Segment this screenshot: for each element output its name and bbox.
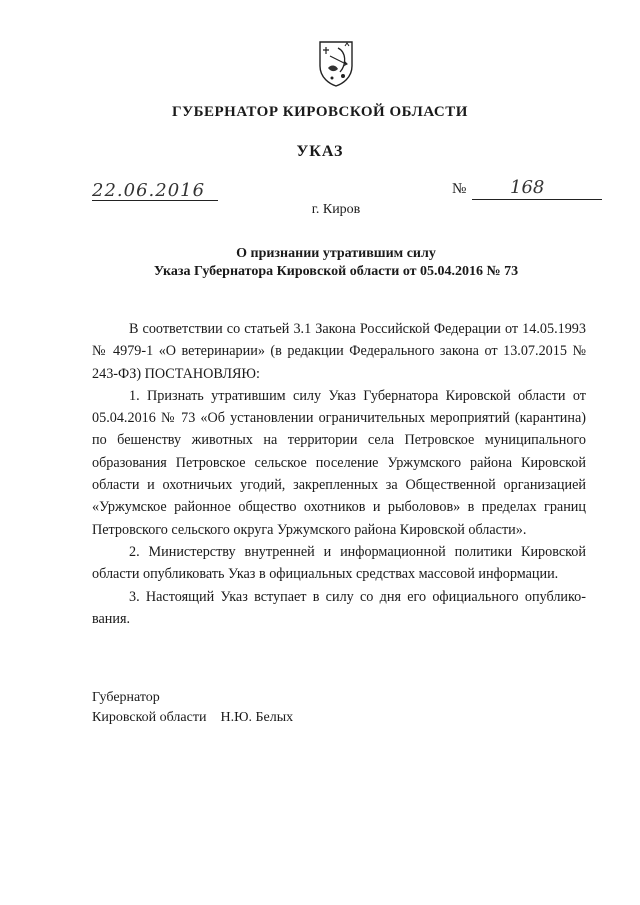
item-1-paragraph: 1. Признать утратившим силу Указ Губернатора Кировской области от 05.04.2016 № 73 «Об установлении ограничительных мероприятий (карантина) по бешенству животных на территории села Петровское муниципального образования Петровское сельское поселение Уржумского района Кировской области и охотничьих угодий, закрепленных за Общественной организацией «Уржумское районное общество охотников и рыболовов» в пределах границ Петровского сельского округа Уржумского района Кировской области». (92, 387, 586, 538)
signer-region: Кировской области (92, 710, 207, 725)
number-underline (472, 199, 602, 200)
signer-position-line-2 (92, 708, 293, 728)
document-subject (0, 245, 640, 281)
document-number (472, 177, 602, 203)
city-label: г. Киров (311, 202, 361, 217)
subject-line-2: Указа Губернатора Кировской области от 05.04.2016 № 73 (153, 264, 519, 279)
subject-line-1: О признании утратившим силу (236, 246, 436, 261)
item-3-paragraph: 3. Настоящий Указ вступает в силу со дня его официального опубликования. (92, 588, 586, 627)
signer-position-line-1: Губернатор (92, 690, 160, 705)
coat-of-arms-icon (316, 38, 356, 88)
item-2-paragraph: 2. Министерству внутренней и информационной политики Кировской области опубликовать Указ в официальных средствах массовой информации. (92, 543, 586, 583)
number-sign: № (452, 181, 467, 197)
signature-block (92, 688, 293, 728)
preamble-paragraph: В соответствии со статьей 3.1 Закона Российской Федерации от 14.05.1993 № 4979-1 «О ветеринарии» (в редакции Федерального закона от 13.07.2015 № 243-ФЗ) ПОСТАНОВЛЯЮ: (92, 321, 586, 382)
date-underline (92, 200, 218, 201)
number-handwritten: 168 (510, 177, 545, 198)
document-type-title: УКАЗ (296, 143, 344, 160)
signer-name: Н.Ю. Белых (220, 710, 294, 725)
date-handwritten: 22.06.2016 (92, 180, 206, 201)
organization-title: ГУБЕРНАТОР КИРОВСКОЙ ОБЛАСТИ (172, 104, 468, 120)
document-body (92, 318, 586, 630)
